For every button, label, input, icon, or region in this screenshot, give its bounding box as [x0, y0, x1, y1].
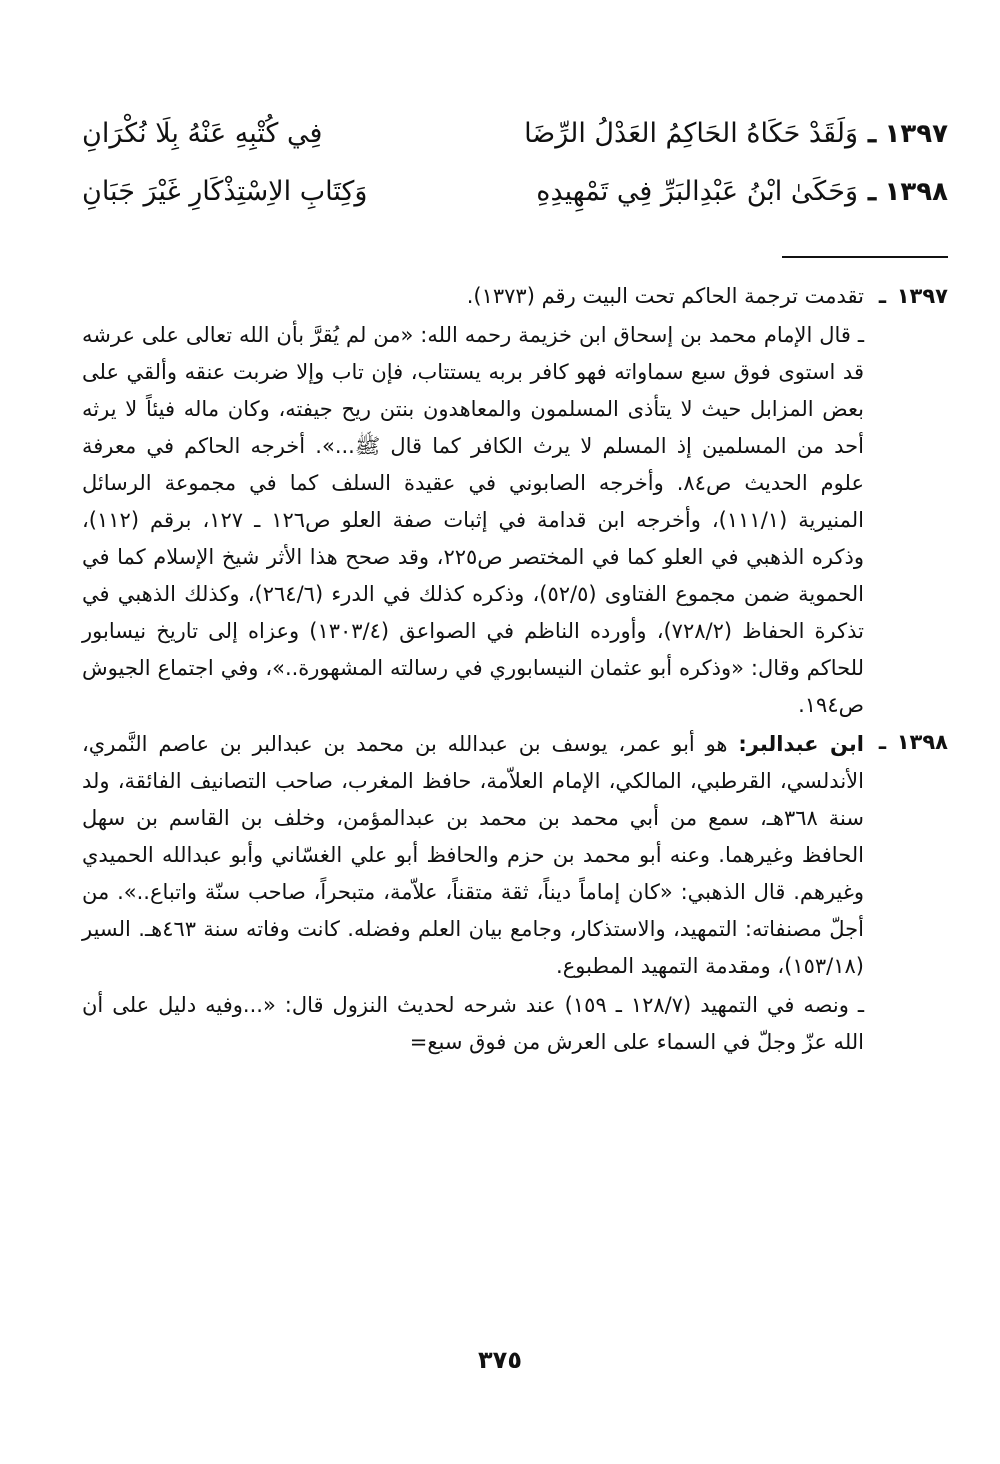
footnote-first-line: تقدمت ترجمة الحاكم تحت البيت رقم (١٣٧٣). [466, 284, 864, 308]
verse-dash: ـ [868, 176, 876, 207]
footnote-body [82, 278, 864, 724]
verse-second-hemistich: وَكِتَابِ الاِسْتِذْكَارِ غَيْرَ جَبَانِ [82, 176, 368, 207]
verse-number: ١٣٩٨ [884, 177, 948, 207]
footnote-number: ١٣٩٧ [896, 284, 948, 308]
footnote-number: ١٣٩٨ [896, 730, 948, 754]
verse-number: ١٣٩٧ [884, 119, 948, 149]
footnote-separator [782, 256, 948, 258]
footnote-biography: هو أبو عمر، يوسف بن عبدالله بن محمد بن عبدالبر بن عاصم النَّمري، الأندلسي، القرطبي، المالكي، الإمام العلاّمة، حافظ المغرب، صاحب التصانيف الفائقة، ولد سنة ٣٦٨هـ، سمع من أبي محمد بن محمد بن عبدالمؤمن، وخلف بن القاسم بن سهل الحافظ وغيرهما. وعنه أبو محمد بن حزم والحافظ أبو علي الغسّاني وأبو عبدالله الحميدي وغيرهم. قال الذهبي: «كان إماماً ديناً، ثقة متقناً، علاّمة، متبحراً، صاحب سنّة واتباع..». من أجلّ مصنفاته: التمهيد، والاستذكار، وجامع بيان العلم وفضله. كانت وفاته سنة ٤٦٣هـ. السير (١٥٣/١٨)، ومقدمة التمهيد المطبوع. [82, 732, 864, 978]
verse-1397 [82, 118, 948, 176]
footnote-1397 [82, 278, 948, 724]
footnote-dash: ـ [878, 730, 886, 754]
verse-first-hemistich: وَلَقَدْ حَكَاهُ الحَاكِمُ العَدْلُ الرِّضَا [524, 118, 858, 149]
verse-first-hemistich: وَحَكَىٰ ابْنُ عَبْدِالبَرِّ فِي تَمْهِيدِهِ [536, 176, 858, 207]
footnote-paragraph: ـ قال الإمام محمد بن إسحاق ابن خزيمة رحمه الله: «من لم يُقرَّ بأن الله تعالى على عرشه قد استوى فوق سبع سماواته فهو كافر بربه يستتاب، فإن تاب وإلا ضربت عنقه وألقي على بعض المزابل حيث لا يتأذى المسلمون والمعاهدون بنتن ريح جيفته، وكان ماله فيئاً لا يرثه أحد من المسلمين إذ المسلم لا يرث الكافر كما قال ﷺ...». أخرجه الحاكم في معرفة علوم الحديث ص٨٤. وأخرجه الصابوني في عقيدة السلف كما في مجموعة الرسائل المنيرية (١١١/١)، وأخرجه ابن قدامة في إثبات صفة العلو ص١٢٦ ـ ١٢٧، برقم (١١٢)، وذكره الذهبي في العلو كما في المختصر ص٢٢٥، وقد صحح هذا الأثر شيخ الإسلام كما في الحموية ضمن مجموع الفتاوى (٥٢/٥)، وذكره كذلك في الدرء (٢٦٤/٦)، وكذلك الذهبي في تذكرة الحفاظ (٧٢٨/٢)، وأورده الناظم في الصواعق (١٣٠٣/٤) وعزاه إلى تاريخ نيسابور للحاكم وقال: «وذكره أبو عثمان النيسابوري في رسالته المشهورة..»، وفي اجتماع الجيوش ص١٩٤. [82, 323, 865, 717]
page-content [82, 118, 948, 1061]
footnote-person-name: ابن عبدالبر: [738, 732, 864, 756]
footnote-body [82, 724, 864, 1061]
footnote-dash: ـ [878, 284, 886, 308]
page-number: ٣٧٥ [478, 1346, 522, 1374]
footnotes [82, 278, 948, 1061]
footnote-paragraph: ـ ونصه في التمهيد (١٢٨/٧ ـ ١٥٩) عند شرحه لحديث النزول قال: «...وفيه دليل على أن الله عزّ وجلّ في السماء على العرش من فوق سبع= [82, 993, 865, 1054]
verse-dash: ـ [868, 118, 876, 149]
verse-second-hemistich: فِي كُتْبِهِ عَنْهُ بِلَا نُكْرَانِ [82, 118, 323, 149]
verse-1398 [82, 176, 948, 234]
footnote-1398 [82, 724, 948, 1061]
